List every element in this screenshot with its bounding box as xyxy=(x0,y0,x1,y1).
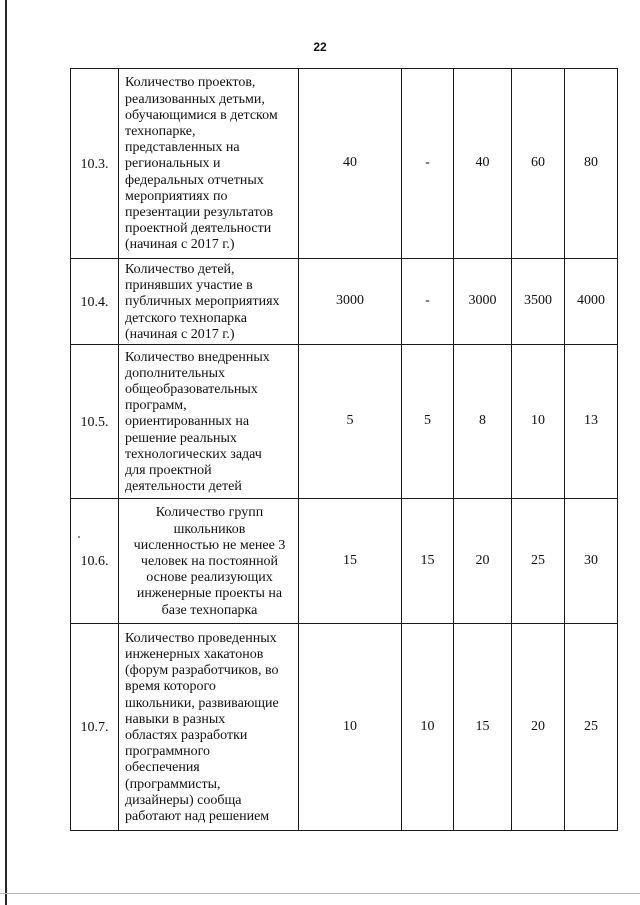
value-cell: 40 xyxy=(299,69,402,259)
description-line: инженерные проекты на xyxy=(136,586,283,602)
value-cell: 15 xyxy=(454,624,512,831)
row-description xyxy=(119,69,299,259)
description-line: программного xyxy=(125,744,211,760)
description-line: (начиная с 2017 г.) xyxy=(125,237,235,253)
description-line: Количество проведенных xyxy=(125,630,277,646)
description-line: Количество групп xyxy=(155,505,264,521)
value-cell: 10 xyxy=(512,345,565,499)
row-description xyxy=(119,499,299,624)
value-cell: 80 xyxy=(565,69,618,259)
value-cell: 15 xyxy=(402,499,454,624)
value-cell: 40 xyxy=(454,69,512,259)
description-line: дизайнеры) сообща xyxy=(125,792,242,808)
value-cell: 5 xyxy=(402,345,454,499)
value-cell: 3500 xyxy=(512,259,565,345)
description-line: (форум разработчиков, во xyxy=(125,663,279,679)
value-cell: 10 xyxy=(402,624,454,831)
description-line: школьники, развивающие xyxy=(125,695,279,711)
description-line: реализованных детьми, xyxy=(125,91,265,107)
description-line: инженерных хакатонов xyxy=(125,647,264,662)
value-cell: 3000 xyxy=(454,259,512,345)
table-row xyxy=(71,624,618,831)
description-line: обучающимися в детском xyxy=(125,107,278,123)
description-line: навыки в разных xyxy=(125,711,226,727)
description-line: региональных и xyxy=(125,156,221,172)
value-cell: - xyxy=(402,69,454,259)
description-line: представленных на xyxy=(125,140,240,156)
value-cell: 4000 xyxy=(565,259,618,345)
row-description xyxy=(119,345,299,499)
value-cell: 20 xyxy=(512,624,565,831)
description-line: общеобразовательных xyxy=(125,382,258,397)
description-line: проектной деятельности xyxy=(125,221,272,237)
description-line: работают над решением xyxy=(125,809,270,825)
description-line: Количество детей, xyxy=(125,262,235,277)
description-line: время которого xyxy=(125,679,216,695)
row-number: 10.6. xyxy=(71,499,119,624)
scan-speck xyxy=(78,536,80,538)
indicators-table xyxy=(70,68,618,831)
value-cell: 25 xyxy=(565,624,618,831)
table-row xyxy=(71,345,618,499)
row-description xyxy=(119,624,299,831)
row-number: 10.4. xyxy=(71,259,119,345)
value-cell: 5 xyxy=(299,345,402,499)
value-cell: 20 xyxy=(454,499,512,624)
row-number: 10.5. xyxy=(71,345,119,499)
description-line: презентации результатов xyxy=(125,205,274,220)
value-cell: 60 xyxy=(512,69,565,259)
description-line: численностью не менее 3 xyxy=(133,537,286,553)
description-line: для проектной xyxy=(125,463,212,479)
row-number: 10.3. xyxy=(71,69,119,259)
row-description xyxy=(119,259,299,345)
value-cell: 10 xyxy=(299,624,402,831)
table-row xyxy=(71,259,618,345)
description-line: основе реализующих xyxy=(146,570,273,586)
description-line: технологических задач xyxy=(125,446,262,462)
description-line: (начиная с 2017 г.) xyxy=(125,326,235,342)
description-line: Количество проектов, xyxy=(125,75,256,91)
value-cell: 8 xyxy=(454,345,512,499)
description-line: мероприятиях по xyxy=(125,188,228,204)
page-number: 22 xyxy=(313,40,327,54)
description-line: программ, xyxy=(125,398,187,414)
description-line: базе технопарка xyxy=(161,602,258,618)
description-line: обеспечения xyxy=(125,760,200,776)
description-line: принявших участие в xyxy=(125,278,253,294)
description-line: деятельности детей xyxy=(125,479,242,495)
scan-edge-shadow xyxy=(5,0,7,905)
value-cell: - xyxy=(402,259,454,345)
description-line: (программисты, xyxy=(125,776,221,792)
description-line: дополнительных xyxy=(125,365,226,381)
row-number: 10.7. xyxy=(71,624,119,831)
description-line: федеральных отчетных xyxy=(125,172,264,188)
table-row xyxy=(71,69,618,259)
description-line: технопарке, xyxy=(125,123,196,139)
description-line: школьников xyxy=(173,521,246,537)
description-line: детского технопарка xyxy=(125,310,247,326)
table-row xyxy=(71,499,618,624)
scan-bottom-line xyxy=(0,893,640,894)
description-line: ориентированных на xyxy=(125,414,250,430)
description-line: Количество внедренных xyxy=(125,349,270,365)
value-cell: 30 xyxy=(565,499,618,624)
description-line: областях разработки xyxy=(125,728,248,744)
description-line: человек на постоянной xyxy=(140,553,279,569)
value-cell: 3000 xyxy=(299,259,402,345)
value-cell: 25 xyxy=(512,499,565,624)
value-cell: 13 xyxy=(565,345,618,499)
value-cell: 15 xyxy=(299,499,402,624)
description-line: решение реальных xyxy=(125,430,237,446)
description-line: публичных мероприятиях xyxy=(125,294,280,310)
